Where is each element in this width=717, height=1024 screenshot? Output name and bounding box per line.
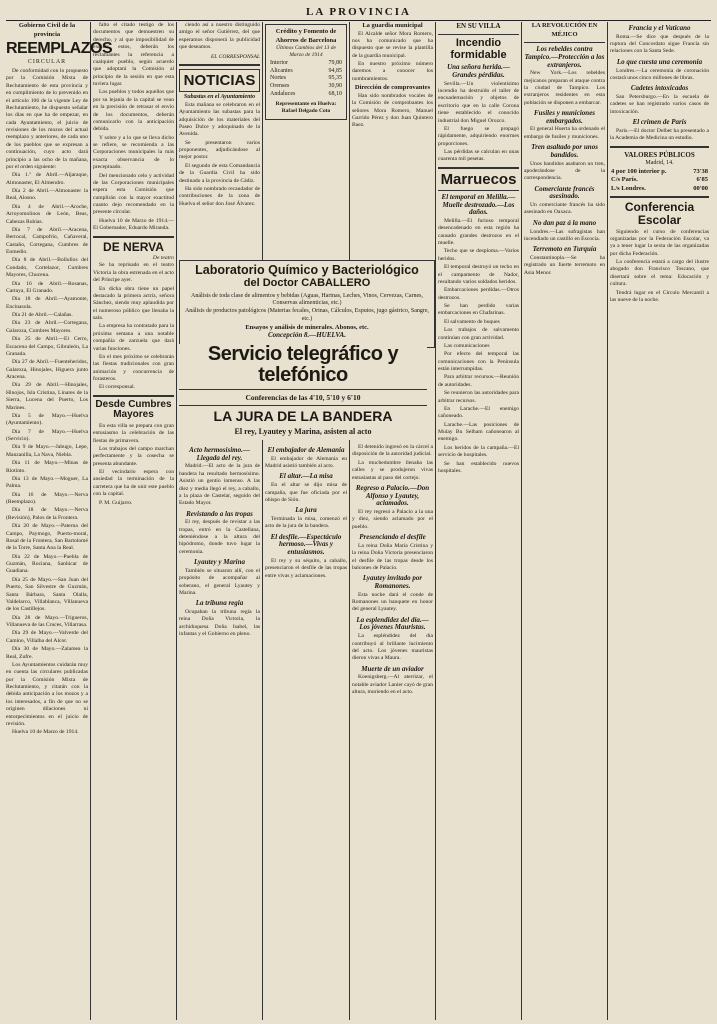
credit-rep: Representante en Huelva: Rafael Delgado Coto	[275, 101, 337, 115]
lab-address: Concepción 8.—HUELVA.	[268, 330, 346, 339]
paragraph: Han sido nombrados vocales de la Comisión de comprobantes los señores Mora Romero, Manuel Garrido Pérez y don Juan Quintero Baez.	[352, 92, 433, 129]
item-text: El detenido ingresó en la cárcel a disposición de la autoridad judicial.	[352, 444, 433, 458]
guardia-body	[352, 31, 433, 84]
guardia-head: La guardia municipal	[362, 22, 423, 29]
paragraph: Las pérdidas se calculan en unas cuarenta mil pesetas.	[438, 149, 519, 163]
paragraph: La empresa ha contratado para la próxima semana a una notable compañía de zarzuela que dará varias funciones.	[93, 323, 174, 352]
col7-text: Un comerciante francés ha sido asesinado en Oaxaca.	[524, 202, 605, 216]
column-8	[610, 22, 709, 1020]
paragraph: Día 7 de Abril.—Aracena, Berrocal, Campofrío, Cañaveral, Castaño, Cortegana, Cumbres de Enmedio.	[6, 226, 88, 256]
lab-doctor: del Doctor CABALLERO	[243, 277, 371, 290]
paragraph: Embarcaciones perdidas.—Otros destrozos.	[438, 287, 519, 301]
paragraph: Se han establecido nuevos hospitales.	[438, 460, 519, 474]
paragraph: Día 25 de Mayo.—San Juan del Puerto, San Silvestre de Guzmán, Santa Bárbara, Santa Olalla, Valdelarco, Villablanca, Villanueva de los Castillejos.	[6, 576, 88, 613]
paragraph: P. M. Guijarro.	[99, 499, 133, 506]
row-label: Interior	[270, 59, 288, 66]
telegraph-item-text: El rey y su séquito, a caballo, presenciaron el desfile de las tropas entre vivas y aclamaciones.	[265, 557, 347, 579]
nerva-body	[93, 262, 174, 391]
col8-text: Roma.—Se dice que después de la ruptura del Concordato sigue Francia sin relaciones con la Santa Sede.	[610, 33, 709, 55]
lab-ad	[179, 260, 435, 348]
column-3	[179, 22, 260, 254]
col6-body1	[438, 81, 519, 164]
paragraph: Y sobre y a lo que se lleva dicho se refiere, se recomienda a las Corporaciones municipales la más exacta observancia de lo preceptuado.	[93, 134, 174, 171]
table-row	[269, 91, 343, 99]
column-6	[438, 22, 519, 1020]
paragraph: El salvamento de buques	[444, 318, 500, 325]
col7-heading: Fusiles y municiones embargados.	[533, 109, 596, 125]
row-value: 94,85	[328, 67, 342, 74]
paragraph: Larache.—Las posiciones de Mulay Bu Selham cañonearon al enemigo.	[438, 421, 519, 443]
col1-kicker: Gobierno Civil de la provincia	[18, 22, 76, 38]
row-value: 95,35	[328, 75, 342, 82]
paragraph: Por efecto del temporal las comunicaciones con la Península están interrumpidas.	[438, 351, 519, 373]
col1-headline: REEMPLAZOS	[6, 40, 113, 58]
col7-text: Londres.—Las sufragistas han incendiado un castillo en Escocia.	[524, 228, 605, 242]
table-row	[269, 60, 343, 68]
paragraph: Día 22 de Mayo.—Puebla de Guzmán, Rociana, Sanlúcar de Guadiana.	[6, 553, 88, 575]
row-label: Nortes	[270, 75, 286, 82]
paragraph: Día 8 de Abril.—Bollullos del Condado, Cortelazor, Cumbres Mayores, Chucena.	[6, 257, 88, 279]
paragraph: Se ha reprisado en el teatro Victoria la obra estrenada en el acto del Príncipe ayer.	[93, 262, 174, 284]
credit-title: Crédito y Fomento de Ahorros de Barcelona	[275, 28, 337, 44]
col5-items	[352, 444, 433, 696]
row-value: 79,80	[328, 59, 342, 66]
paragraph: En dicha obra tiene un papel destacado la primera actriz, señora Sánchez, siendo muy aplaudida por el numeroso público que llenaba la sala.	[93, 285, 174, 322]
noticias-body	[179, 102, 260, 208]
telegraph-item-text: En el altar se dijo misa de campaña, que fue oficiada por el obispo de Sión.	[265, 482, 347, 503]
col8-heading: Francia y el Vaticano	[628, 24, 691, 32]
column-2	[93, 22, 174, 1020]
paragraph: De conformidad con lo propuesto por la Comisión Mixta de Reclutamiento de esta provincia y en cumplimiento de lo prevenido en el artículo 106 de la vigente Ley de Reclutamiento, he dispuesto señalar los días en que ha de empezar, en cada Ayuntamiento, el juicio de revisiones de los mozos del actual reemplazo y anteriores, de cada uno de los pueblos que se expresan a continuación, cuyo acto dará principio a las ocho de la mañana, por el orden siguiente:	[6, 68, 88, 170]
col6-headline: Incendio formidable	[450, 37, 507, 61]
column-5-top	[352, 22, 433, 254]
paragraph: Día 29 de Abril.—Hinojales, Hinojos, Isla Cristina, Linares de la Sierra, Lucena del Puerto, Los Marines.	[6, 382, 88, 411]
telegraph-item-text: Terminada la misa, comenzó el acto de la jura de la bandera.	[265, 515, 347, 530]
col7-items	[524, 46, 605, 277]
col8-items	[610, 25, 709, 143]
telegraph-item-heading: El altar.—La misa	[279, 472, 333, 481]
col7-heading: Comerciante francés asesinado.	[534, 184, 595, 201]
credit-table	[269, 60, 343, 100]
item-text: La reina Doña María Cristina y la reina Doña Victoria presenciaron el desfile de las tropas desde los balcones de Palacio.	[352, 542, 433, 571]
telegraph-items-b	[265, 447, 347, 580]
paragraph: Día 18 de Mayo.—Nerva (Revisión), Palos de la Frontera.	[6, 507, 88, 521]
item-text: El rey regresó a Palacio a la una y diez, siendo aclamado por el pueblo.	[352, 508, 433, 530]
direccion-head: Dirección de comprovantes	[354, 84, 431, 92]
telegraph-item-text: También se situaron allí, con el propósito de acompañar al soberano, el general Lyautey y Marina.	[179, 567, 260, 596]
item-text: La espléndidez del día contribuyó al brillante lucimiento del acto. Los jóvenes mauristas dieron vivas a Maura.	[352, 633, 433, 662]
telegraph-deck: El rey, Lyautey y Marina, asisten al acto	[234, 426, 372, 436]
nerva-headline: DE NERVA	[103, 239, 164, 254]
col6-marruecos: Marruecos	[440, 170, 517, 188]
paragraph: Día 4 de Abril.—Aroche, Arroyomolinos de León, Beas, Cabezas Rubias.	[6, 203, 88, 225]
row-value: 73'38	[693, 167, 708, 175]
table-row	[269, 75, 343, 83]
col6-sub2: El temporal en Melilla.—Muelle destrozado.—Los daños.	[441, 192, 516, 217]
column-4	[265, 22, 347, 254]
column-5	[352, 444, 433, 1020]
item-heading: Lyautey invitado por Romanones.	[362, 574, 423, 590]
telegraph-item-heading: La jura	[295, 506, 317, 515]
lab-line1: Análisis de toda clase de alimentos y bebidas (Aguas, Harinas, Leches, Vinos, Cervezas, Carnes, Conservas alimenticias, etc.)	[191, 292, 423, 307]
telegraph-item-text: Ocupaban la tribuna regia la reina Doña Victoria, la archiduquesa Doña Isabel, las infantas y el Gobierno en pleno.	[179, 609, 260, 638]
paragraph: Siguiendo el curso de conferencias organizadas por la Federación Escolar, va ya a tener lugar la sexta de las organizadas por dicha Federación.	[610, 228, 709, 257]
paragraph: Huelva 10 de Marzo de 1914.—El Gobernador, Eduardo Miranda.	[93, 217, 174, 232]
cumbres-headline: Desde Cumbres Mayores	[95, 398, 172, 421]
noticias-title: NOTICIAS	[179, 69, 260, 92]
credit-box	[265, 24, 347, 120]
paragraph: Día 13 de Mayo.—Moguer, La Palma.	[6, 475, 88, 490]
table-row	[610, 185, 709, 194]
paragraph: El vecindario espera con ansiedad la terminación de la carretera que ha de unir este pueblo con la capital.	[93, 469, 174, 498]
paragraph: Se presentaron varios proponentes, adjudicándose al mejor postor.	[179, 139, 260, 161]
row-value: 6'85	[696, 176, 708, 184]
paragraph: El Alcalde señor Mora Romero, nos ha comunicado que ha dispuesto que se revise la plantilla de la guardia municipal.	[352, 30, 433, 59]
cumbres-body	[93, 423, 174, 507]
paragraph: Se han perdido varias embarcaciones en Chafarinas.	[438, 303, 519, 317]
paragraph: Sevilla.—Un violentísimo incendio ha destruído el taller de encuadernación y objetos de escritorio que en la calle Corona tiene establecido el conocido industrial don Miguel Orozco.	[438, 80, 519, 124]
paragraph: El fuego se propagó rápidamente, adquiriendo enormes proporciones.	[438, 125, 519, 147]
col7-heading: Tren asaltado por unos bandidos.	[531, 143, 598, 159]
conf-body	[610, 229, 709, 305]
item-text: La muchedumbre llenaba las calles y se produjeron vivas entusiastas al paso del cortejo.	[352, 459, 433, 481]
telegraph-items-a	[179, 447, 260, 639]
col8-text: Londres.—La ceremonia de coronación costará unos cinco millones de libras.	[610, 67, 709, 81]
telegraph-item-heading: Revistando a las tropas	[186, 509, 253, 518]
lab-line3: Ensayos y análisis de minerales. Abonos, etc.	[245, 323, 369, 331]
credit-sub: Últimos Cambios del 13 de Marzo de 1914	[276, 45, 336, 59]
table-row	[269, 83, 343, 91]
paragraph: Día 23 de Abril.—Cortegana, Galaroza, Cumbres Mayores.	[6, 320, 88, 334]
row-label: 4 por 100 interior p.	[611, 167, 667, 175]
lab-line2: Análisis de productos patológicos (Materias fecales, Orinas, Cálculos, Esputos, jugo gástrico, Sangre, etc.)	[184, 308, 430, 323]
paragraph: Día 2 de Abril.—Almonaster la Real, Alosno.	[6, 188, 88, 202]
paragraph: El temporal destruyó un techo en el campamento de Nador, resultando varios soldados heridos.	[438, 264, 519, 285]
paragraph: Del mencionado celo y actividad de las Corporaciones municipales espera esta Comisión que cumplirán con la mayor exactitud cuanto dejo recomendado en la presente circular.	[93, 172, 174, 216]
telegraph-item-heading: Acto hermosísimo.—Llegada del rey.	[189, 446, 250, 462]
table-row	[610, 168, 709, 177]
paragraph: Día 21 de Abril.—Calañas.	[12, 312, 73, 319]
paragraph: En nuestro próximo número daremos a conocer los nombramientos.	[352, 61, 433, 82]
paragraph: Melilla.—El furioso temporal desencadenado en esta región ha causado grandes destrozos en el muelle.	[438, 217, 519, 247]
row-label: C/s París.	[611, 176, 638, 184]
values-table	[610, 168, 709, 194]
item-heading: Regreso a Palacio.—Don Alfonso y Lyautey, aclamados.	[355, 483, 430, 508]
paragraph: Día 25 de Abril.—El Cerro, Escacena del Campo, Gibraleón, La Granada.	[6, 336, 88, 357]
masthead	[6, 6, 711, 21]
paragraph: Día 16 de Mayo.—Nerva (Reemplazo).	[6, 491, 88, 506]
col6-body2	[438, 218, 519, 475]
paragraph: Día 7 de Mayo.—Huelva (Servicio).	[6, 428, 88, 443]
col7-heading: Los rebeldes contra Tampico.—Protección a los extranjeros.	[524, 45, 605, 69]
paragraph: Día 9 de Mayo.—Jabugo, Lepe, Manzanilla, La Nava, Niebla.	[6, 444, 88, 458]
direccion-body	[352, 93, 433, 130]
telegraph-item-text: El embajador de Alemania en Madrid asistió también al acto.	[265, 455, 347, 470]
telegraph-item-heading: El desfile.—Espectáculo hermoso.—Vivas y entusiasmos.	[270, 532, 342, 557]
item-text: Esta noche dará el conde de Romanones un banquete en honor del general Lyautey.	[352, 591, 433, 613]
item-heading: Presenciando el desfile	[359, 533, 426, 542]
paragraph: Tendrá lugar en el Círculo Mercantil a las nueve de la noche.	[610, 289, 709, 303]
col7-heading: No dan paz á la mano	[532, 218, 597, 227]
paragraph: Día 11 de Mayo.—Minas de Riotinto.	[6, 460, 88, 474]
telegraph-col-b	[265, 444, 347, 1020]
paragraph: Las comunicaciones	[444, 342, 490, 349]
row-value: 30,90	[328, 83, 342, 90]
row-label: L/s Londres.	[611, 184, 646, 192]
paragraph: El segundo de esta Comandancia de la Guardia Civil ha sido destinado a la provincia de Cádiz.	[179, 162, 260, 184]
paragraph: Día 16 de Abril.—Rosanas, Cartaya, El Granado.	[6, 280, 88, 294]
col8-text: San Petersburgo.—En la escuela de cadetes se han registrado varios casos de intoxicación.	[610, 93, 709, 115]
telegraph-item-heading: La tribuna regia	[195, 599, 244, 608]
row-value: 68,10	[328, 91, 342, 98]
col8-text: Paris.—El doctor Delbet ha presentado a la Academia de Medicina un estudio.	[610, 127, 709, 142]
paragraph: Día 28 de Mayo.—Trigueros, Villanueva de las Cruces, Villarrasa.	[6, 614, 88, 629]
telegraph-sub: Conferencias de las 4'10, 5'10 y 6'10	[245, 393, 361, 402]
paragraph: Huelva 10 de Marzo de 1914.	[12, 729, 79, 736]
paragraph: Día 27 de Abril.—Fuenteheridos, Galaroza, Hinojales, Higuera junto Aracena.	[6, 359, 88, 381]
conf-title: Conferencia Escolar	[624, 200, 695, 227]
lab-title: Laboratorio Químico y Bacteriológico	[195, 263, 419, 277]
paragraph: Ha sido nombrado recaudador de contribuciones de la zona de Huelva el señor don José Álvarez.	[179, 185, 260, 207]
paragraph: Día 18 de Abril.—Ayamonte, Encinasola.	[6, 296, 88, 310]
paragraph: Día 29 de Mayo.—Valverde del Camino, Villalba del Alcor.	[6, 630, 88, 644]
col8-heading: Cadetes intoxicados	[630, 84, 689, 93]
col8-heading: El crimen de Paris	[632, 118, 687, 127]
paragraph: En esta villa se prepara con gran entusiasmo la celebración de las fiestas de primavera.	[93, 422, 174, 444]
table-row	[269, 68, 343, 76]
paragraph: En Larache.—El enemigo cañoneado.	[438, 405, 519, 420]
paragraph: falto el citado testigo de los documentos que demuestren su derecho, y al que imposibilidad de exhibir estos, deberán los reclamantes la referencia a cualquier pueblo, según acuerdo que adoptará la Comisión al principio de la sesión en que esta tuviera lugar.	[93, 22, 174, 87]
noticias-sub: Subastas en el Ayuntamiento	[183, 93, 256, 100]
paragraph: La conferencia estará a cargo del ilustre abogado don Francisco Toscano, que disertará sobre el tema: Educación y cultura.	[610, 259, 709, 288]
col3-top-sign: EL CORRESPONSAL	[210, 53, 260, 60]
column-7	[524, 22, 605, 1020]
col7-text: New York.—Los rebeldes mejicanos preparan el ataque contra la ciudad de Tampico. Los extranjeros residentes en esta población se disponen a embarcar.	[524, 70, 605, 106]
paragraph: Los trabajos de salvamento continúan con gran actividad.	[438, 327, 519, 341]
paragraph: Día 1.º de Abril.—Aljaraque, Almonaster, El Almendro.	[6, 172, 88, 186]
table-row	[610, 176, 709, 185]
col7-kicker: LA REVOLUCIÓN EN MÉJICO	[531, 22, 598, 38]
col7-text: Unos bandidos asaltaron un tren, apoderándose de la correspondencia.	[524, 160, 605, 182]
row-value: 00'00	[693, 184, 708, 192]
masthead-title: LA PROVINCIA	[306, 6, 411, 18]
col8-heading: Lo que cuesta una ceremonia	[616, 57, 703, 66]
row-label: Orenses	[270, 83, 290, 90]
telegraph-headline: LA JURA DE LA BANDERA	[213, 408, 393, 424]
telegraph-item-heading: El embajador de Alemania	[267, 446, 345, 454]
telegraph-title: Servicio telegráfico y telefónico	[207, 343, 399, 386]
paragraph: Techo que se desploma.—Varios heridos.	[438, 248, 519, 262]
values-date: Madrid, 14.	[645, 159, 674, 166]
item-text: Koenigsberg.—Al aterrizar, el notable aviador Lanier cayó de gran altura, muriendo en el acto.	[352, 674, 433, 696]
col1-body	[6, 68, 88, 737]
row-label: Alicantes	[270, 67, 293, 74]
paragraph: ciendo así a nuestro distinguido amigo el señor Gutiérrez, del que esperamos disponerá la publicidad que deseamos.	[179, 22, 260, 51]
nerva-byline: De teatro	[152, 255, 174, 262]
item-heading: La esplendidez del día.—Los jóvenes Mauristas.	[356, 615, 429, 632]
paragraph: Los trabajos del campo marchan perfectamente y la cosecha se presenta abundante.	[93, 445, 174, 467]
col7-heading: Terremoto en Turquía	[532, 245, 597, 254]
paragraph: Los pueblos y todos aquellos que por su lejanía de la capital se vean en la precisión de retrasar el envío de los documentos, deberán comunicarlo con la anticipación debida.	[93, 89, 174, 133]
column-1	[6, 22, 113, 1020]
paragraph: Día 5 de Mayo.—Huelva (Ayuntamiento).	[6, 412, 88, 427]
item-heading: Muerte de un aviador	[361, 664, 424, 673]
paragraph: Día 30 de Mayo.—Zalamea la Real, Zufre.	[6, 646, 88, 660]
col7-text: El general Huerta ha ordenado el embargo de fusiles y municiones.	[524, 126, 605, 140]
telegraph-item-heading: Lyautey y Marina	[193, 558, 246, 567]
row-label: Andaluces	[270, 91, 296, 98]
telegraph-item-text: Madrid.—El acto de la jura de bandera ha resultado hermosísimo. Asistió un gentío inmenso. A las diez y media llegó el rey, a caballo, a la plaza de Castelar, seguido del Estado Mayor.	[179, 463, 260, 507]
columns	[6, 22, 711, 1020]
paragraph: Los Ayuntamientos cuidarán muy en cuenta las circulares publicadas por la Comisión Mixta de Reclutamiento, y citarán con la debida anticipación a los mozos y a los interesados, a fin de que no se originen dilaciones ni entorpecimientos en el juicio de revisión.	[6, 661, 88, 727]
paragraph: Los heridos de la campaña.—El servicio de hospitales.	[438, 444, 519, 459]
col6-sub1: Una señora herida.—Grandes pérdidas.	[447, 63, 510, 80]
paragraph: El corresponsal.	[99, 384, 136, 391]
values-title: VALORES PÚBLICOS	[624, 150, 695, 159]
col1-section: CIRCULAR	[27, 59, 67, 66]
telegraph-col-a	[179, 444, 260, 1020]
telegraph-item-text: El rey, después de revistar a las tropas, entró en la Castellana, deteniéndose a la altura del hipódromo, donde tuvo lugar la ceremonia.	[179, 519, 260, 555]
col2-body	[93, 22, 174, 233]
col7-text: Constantinopla.—Se ha registrado un fuerte terremoto en Asia Menor.	[524, 254, 605, 276]
paragraph: Se reunieron las autoridades para arbitrar recursos.	[438, 390, 519, 404]
paragraph: En el mes próximo se celebrarán las fiestas tradicionales con gran animación y concurrencia de forasteros.	[93, 353, 174, 383]
paragraph: Para arbitrar recursos.—Reunión de autoridades.	[438, 374, 519, 388]
telegraph-header	[179, 344, 427, 440]
col6-kicker: EN SU VILLA	[456, 22, 501, 30]
paragraph: Esta mañana se celebraron en el Ayuntamiento las subastas para la adquisición de los materiales del Paseo Dulce y adoquinado de la Avenida.	[179, 101, 260, 138]
paragraph: Día 20 de Mayo.—Paterna del Campo, Paymogo, Puerto-moral, Rosal de la Frontera, San Bartolomé de la Torre, Santa Ana la Real.	[6, 523, 88, 552]
col3-top-body	[179, 22, 260, 52]
